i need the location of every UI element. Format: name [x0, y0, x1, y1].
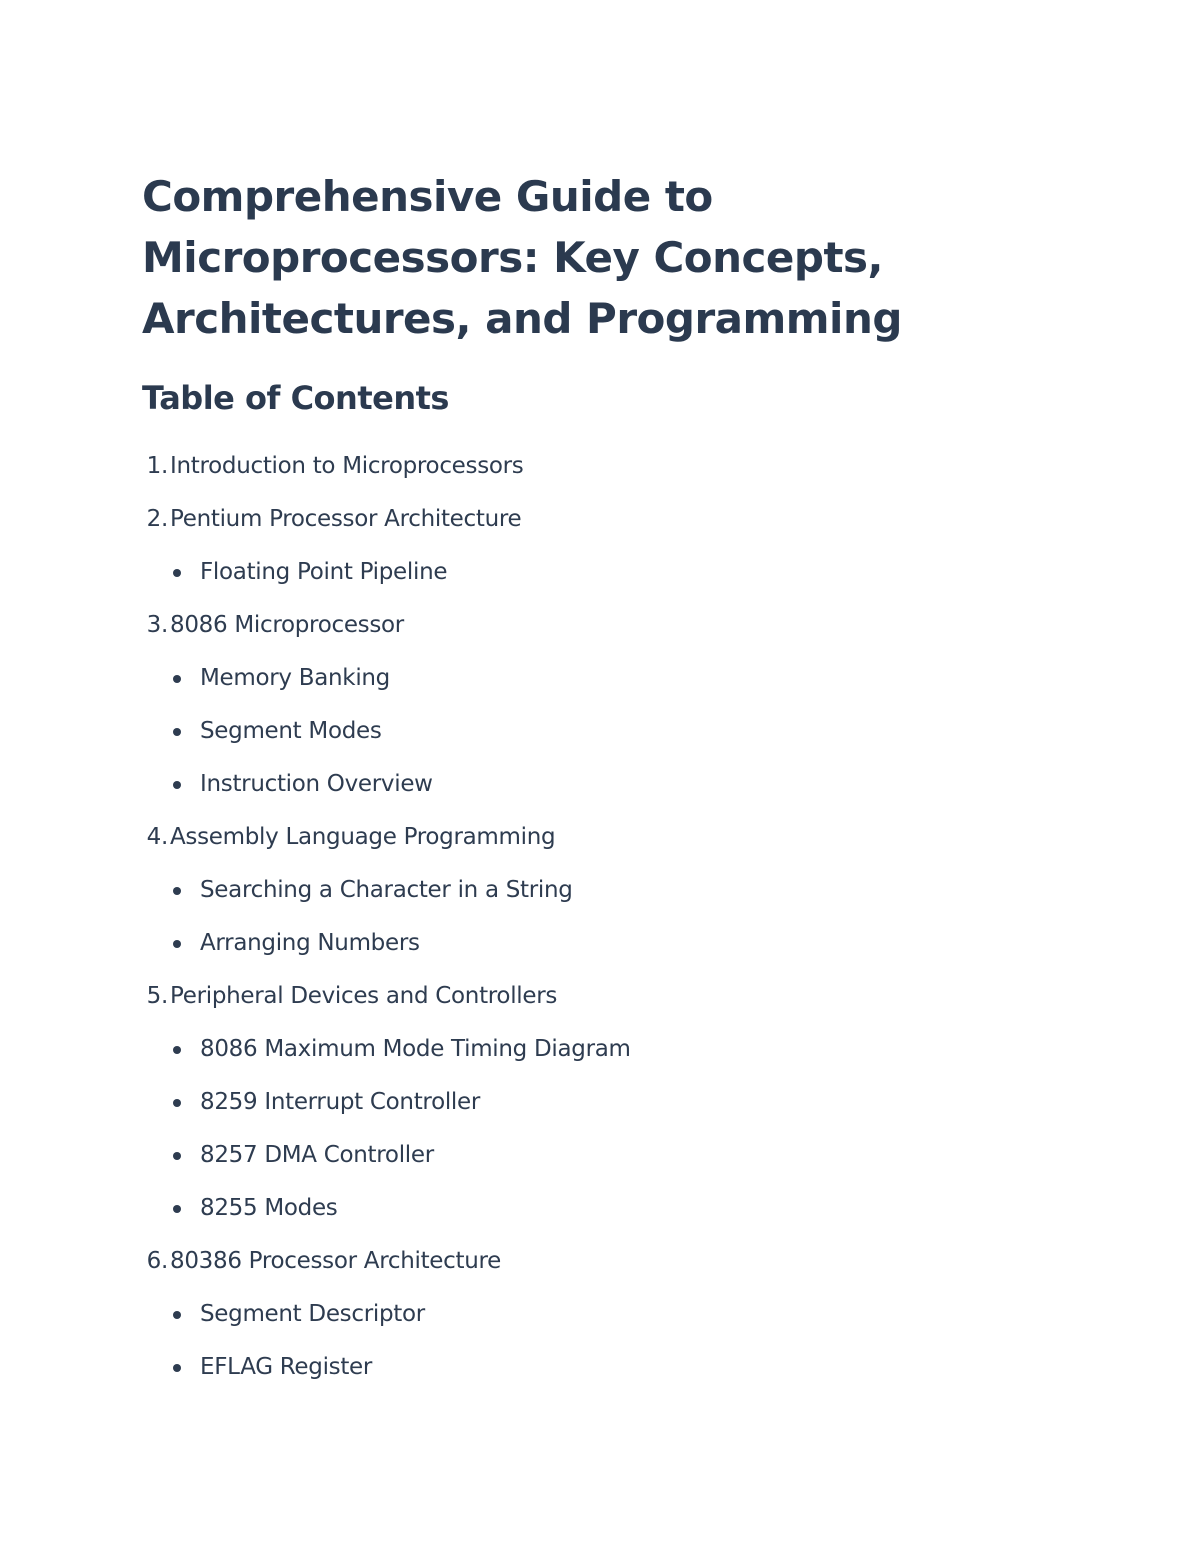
- toc-subitem-label: Floating Point Pipeline: [200, 559, 448, 585]
- toc-item-label: Pentium Processor Architecture: [170, 506, 522, 532]
- toc-subitem[interactable]: [142, 652, 1102, 705]
- toc-item[interactable]: [142, 440, 1102, 493]
- toc-subitem[interactable]: [142, 864, 1102, 917]
- toc-subitem[interactable]: [142, 1129, 1102, 1182]
- bullet-icon: [173, 728, 181, 736]
- toc-item-number: 1.: [146, 453, 168, 479]
- title-line-1: Comprehensive Guide to: [142, 172, 713, 221]
- toc-item-number: 6.: [146, 1248, 168, 1274]
- title-line-3: Architectures, and Programming: [142, 294, 902, 343]
- bullet-icon: [173, 781, 181, 789]
- toc-item-label: 80386 Processor Architecture: [170, 1248, 501, 1274]
- title-line-2: Microprocessors: Key Concepts,: [142, 233, 883, 282]
- bullet-icon: [173, 1364, 181, 1372]
- document-title: [142, 166, 1102, 349]
- toc-subitem[interactable]: [142, 1341, 1102, 1394]
- toc-subitem-label: 8257 DMA Controller: [200, 1142, 434, 1168]
- toc-item-number: 4.: [146, 824, 168, 850]
- toc-list: [142, 440, 1102, 1394]
- toc-subitem-label: EFLAG Register: [200, 1354, 373, 1380]
- toc-subitem[interactable]: [142, 917, 1102, 970]
- bullet-icon: [173, 1099, 181, 1107]
- toc-subitem[interactable]: [142, 546, 1102, 599]
- toc-subitem[interactable]: [142, 705, 1102, 758]
- document-page: [142, 166, 1102, 1394]
- toc-item-number: 2.: [146, 506, 168, 532]
- toc-subitem-label: Segment Descriptor: [200, 1301, 425, 1327]
- toc-subitem[interactable]: [142, 1023, 1102, 1076]
- toc-item[interactable]: [142, 970, 1102, 1023]
- toc-item-label: Peripheral Devices and Controllers: [170, 983, 558, 1009]
- bullet-icon: [173, 1152, 181, 1160]
- toc-subitem-label: Segment Modes: [200, 718, 382, 744]
- toc-subitem[interactable]: [142, 1076, 1102, 1129]
- toc-subitem[interactable]: [142, 1182, 1102, 1235]
- bullet-icon: [173, 1046, 181, 1054]
- toc-item-number: 3.: [146, 612, 168, 638]
- toc-item-number: 5.: [146, 983, 168, 1009]
- toc-item-label: 8086 Microprocessor: [170, 612, 404, 638]
- toc-subitem-label: Memory Banking: [200, 665, 390, 691]
- toc-subitem-label: Instruction Overview: [200, 771, 433, 797]
- bullet-icon: [173, 1311, 181, 1319]
- toc-subitem-label: 8255 Modes: [200, 1195, 338, 1221]
- bullet-icon: [173, 1205, 181, 1213]
- toc-subitem-label: Searching a Character in a String: [200, 877, 573, 903]
- toc-item-label: Introduction to Microprocessors: [170, 453, 524, 479]
- toc-item[interactable]: [142, 811, 1102, 864]
- toc-subitem[interactable]: [142, 758, 1102, 811]
- toc-item[interactable]: [142, 1235, 1102, 1288]
- bullet-icon: [173, 887, 181, 895]
- bullet-icon: [173, 940, 181, 948]
- toc-item[interactable]: [142, 493, 1102, 546]
- toc-subitem-label: Arranging Numbers: [200, 930, 420, 956]
- toc-item-label: Assembly Language Programming: [170, 824, 556, 850]
- bullet-icon: [173, 569, 181, 577]
- toc-subitem[interactable]: [142, 1288, 1102, 1341]
- toc-subitem-label: 8086 Maximum Mode Timing Diagram: [200, 1036, 631, 1062]
- toc-item[interactable]: [142, 599, 1102, 652]
- bullet-icon: [173, 675, 181, 683]
- toc-heading: Table of Contents: [142, 379, 449, 417]
- toc-subitem-label: 8259 Interrupt Controller: [200, 1089, 481, 1115]
